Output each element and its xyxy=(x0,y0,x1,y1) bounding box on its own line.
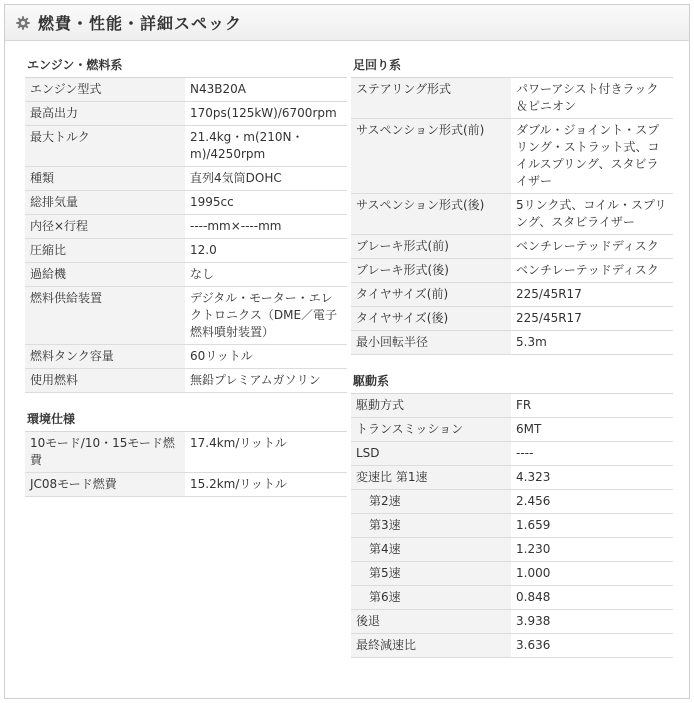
spec-value: 170ps(125kW)/6700rpm xyxy=(185,102,347,126)
panel-header xyxy=(5,5,689,41)
spec-label: トランスミッション xyxy=(351,418,511,442)
spec-label: 燃料供給装置 xyxy=(25,287,185,345)
table-row xyxy=(351,78,673,119)
table-row xyxy=(351,283,673,307)
spec-label: 10モード/10・15モード燃費 xyxy=(25,432,185,473)
table-row xyxy=(25,191,347,215)
spec-label: 変速比 第1速 xyxy=(351,466,511,490)
spec-value: ダブル・ジョイント・スプリング・ストラット式、コイルスプリング、スタビライザー xyxy=(511,119,673,194)
section-title: 足回り系 xyxy=(351,53,673,78)
section-title: 環境仕様 xyxy=(25,407,347,432)
spec-label: サスペンション形式(前) xyxy=(351,119,511,194)
spec-label: ブレーキ形式(前) xyxy=(351,235,511,259)
spec-label: タイヤサイズ(前) xyxy=(351,283,511,307)
spec-label: 第6速 xyxy=(351,586,511,610)
table-row xyxy=(351,119,673,194)
section-title: 駆動系 xyxy=(351,369,673,394)
table-row xyxy=(351,610,673,634)
spec-value: 60リットル xyxy=(185,345,347,369)
spec-panel xyxy=(4,4,690,699)
table-row xyxy=(25,126,347,167)
table-row xyxy=(25,345,347,369)
spec-value: 1.000 xyxy=(511,562,673,586)
spec-label: 使用燃料 xyxy=(25,369,185,393)
section-drivetrain xyxy=(351,369,673,658)
table-row xyxy=(25,369,347,393)
section-engine xyxy=(25,53,347,393)
table-row xyxy=(351,259,673,283)
spec-label: 駆動方式 xyxy=(351,394,511,418)
spec-value: デジタル・モーター・エレクトロニクス（DME／電子燃料噴射装置） xyxy=(185,287,347,345)
table-row xyxy=(25,287,347,345)
spec-table xyxy=(351,78,673,355)
table-row xyxy=(351,586,673,610)
spec-value: ベンチレーテッドディスク xyxy=(511,235,673,259)
spec-value: 15.2km/リットル xyxy=(185,473,347,497)
section-environment xyxy=(25,407,347,497)
spec-value: 5.3m xyxy=(511,331,673,355)
table-row xyxy=(351,634,673,658)
spec-value: 4.323 xyxy=(511,466,673,490)
table-row xyxy=(351,418,673,442)
spec-value: 1.230 xyxy=(511,538,673,562)
spec-label: 総排気量 xyxy=(25,191,185,215)
spec-label: 後退 xyxy=(351,610,511,634)
table-row xyxy=(351,562,673,586)
spec-value: パワーアシスト付きラック＆ピニオン xyxy=(511,78,673,119)
spec-value: ----mm×----mm xyxy=(185,215,347,239)
spec-label: 最高出力 xyxy=(25,102,185,126)
spec-value: 5リンク式、コイル・スプリング、スタビライザー xyxy=(511,194,673,235)
right-column xyxy=(351,53,673,658)
spec-value: 直列4気筒DOHC xyxy=(185,167,347,191)
spec-label: 最大トルク xyxy=(25,126,185,167)
spec-value: N43B20A xyxy=(185,78,347,102)
spec-label: 種類 xyxy=(25,167,185,191)
spec-value: 0.848 xyxy=(511,586,673,610)
spec-label: 内径×行程 xyxy=(25,215,185,239)
spec-label: 第4速 xyxy=(351,538,511,562)
spec-value: 17.4km/リットル xyxy=(185,432,347,473)
spec-value: なし xyxy=(185,263,347,287)
spec-label: 最小回転半径 xyxy=(351,331,511,355)
spec-label: 圧縮比 xyxy=(25,239,185,263)
spec-value: 6MT xyxy=(511,418,673,442)
spec-value: 225/45R17 xyxy=(511,283,673,307)
spec-value: 225/45R17 xyxy=(511,307,673,331)
table-row xyxy=(25,473,347,497)
spec-value: 3.636 xyxy=(511,634,673,658)
spec-label: 第5速 xyxy=(351,562,511,586)
table-row xyxy=(351,394,673,418)
spec-value: 21.4kg・m(210N・m)/4250rpm xyxy=(185,126,347,167)
spec-label: サスペンション形式(後) xyxy=(351,194,511,235)
spec-label: 第2速 xyxy=(351,490,511,514)
spec-value: 1995cc xyxy=(185,191,347,215)
spec-label: 過給機 xyxy=(25,263,185,287)
spec-label: 第3速 xyxy=(351,514,511,538)
table-row xyxy=(25,263,347,287)
spec-value: 3.938 xyxy=(511,610,673,634)
spec-label: JC08モード燃費 xyxy=(25,473,185,497)
spec-table xyxy=(25,78,347,393)
spec-label: 燃料タンク容量 xyxy=(25,345,185,369)
spec-value: 12.0 xyxy=(185,239,347,263)
table-row xyxy=(351,442,673,466)
section-title: エンジン・燃料系 xyxy=(25,53,347,78)
page-title: 燃費・性能・詳細スペック xyxy=(38,14,243,33)
left-column xyxy=(25,53,347,497)
spec-label: ブレーキ形式(後) xyxy=(351,259,511,283)
section-suspension xyxy=(351,53,673,355)
table-row xyxy=(351,466,673,490)
spec-label: 最終減速比 xyxy=(351,634,511,658)
table-row xyxy=(25,432,347,473)
spec-value: ---- xyxy=(511,442,673,466)
spec-label: タイヤサイズ(後) xyxy=(351,307,511,331)
table-row xyxy=(25,167,347,191)
spec-value: 無鉛プレミアムガソリン xyxy=(185,369,347,393)
table-row xyxy=(351,514,673,538)
spec-label: LSD xyxy=(351,442,511,466)
table-row xyxy=(351,307,673,331)
table-row xyxy=(25,239,347,263)
spec-value: 2.456 xyxy=(511,490,673,514)
gear-icon xyxy=(16,16,30,30)
table-row xyxy=(25,78,347,102)
table-row xyxy=(351,490,673,514)
spec-label: ステアリング形式 xyxy=(351,78,511,119)
table-row xyxy=(351,331,673,355)
table-row xyxy=(351,235,673,259)
spec-table xyxy=(351,394,673,658)
table-row xyxy=(25,102,347,126)
table-row xyxy=(351,194,673,235)
spec-label: エンジン型式 xyxy=(25,78,185,102)
spec-value: 1.659 xyxy=(511,514,673,538)
table-row xyxy=(25,215,347,239)
spec-table xyxy=(25,432,347,497)
table-row xyxy=(351,538,673,562)
spec-value: FR xyxy=(511,394,673,418)
spec-value: ベンチレーテッドディスク xyxy=(511,259,673,283)
